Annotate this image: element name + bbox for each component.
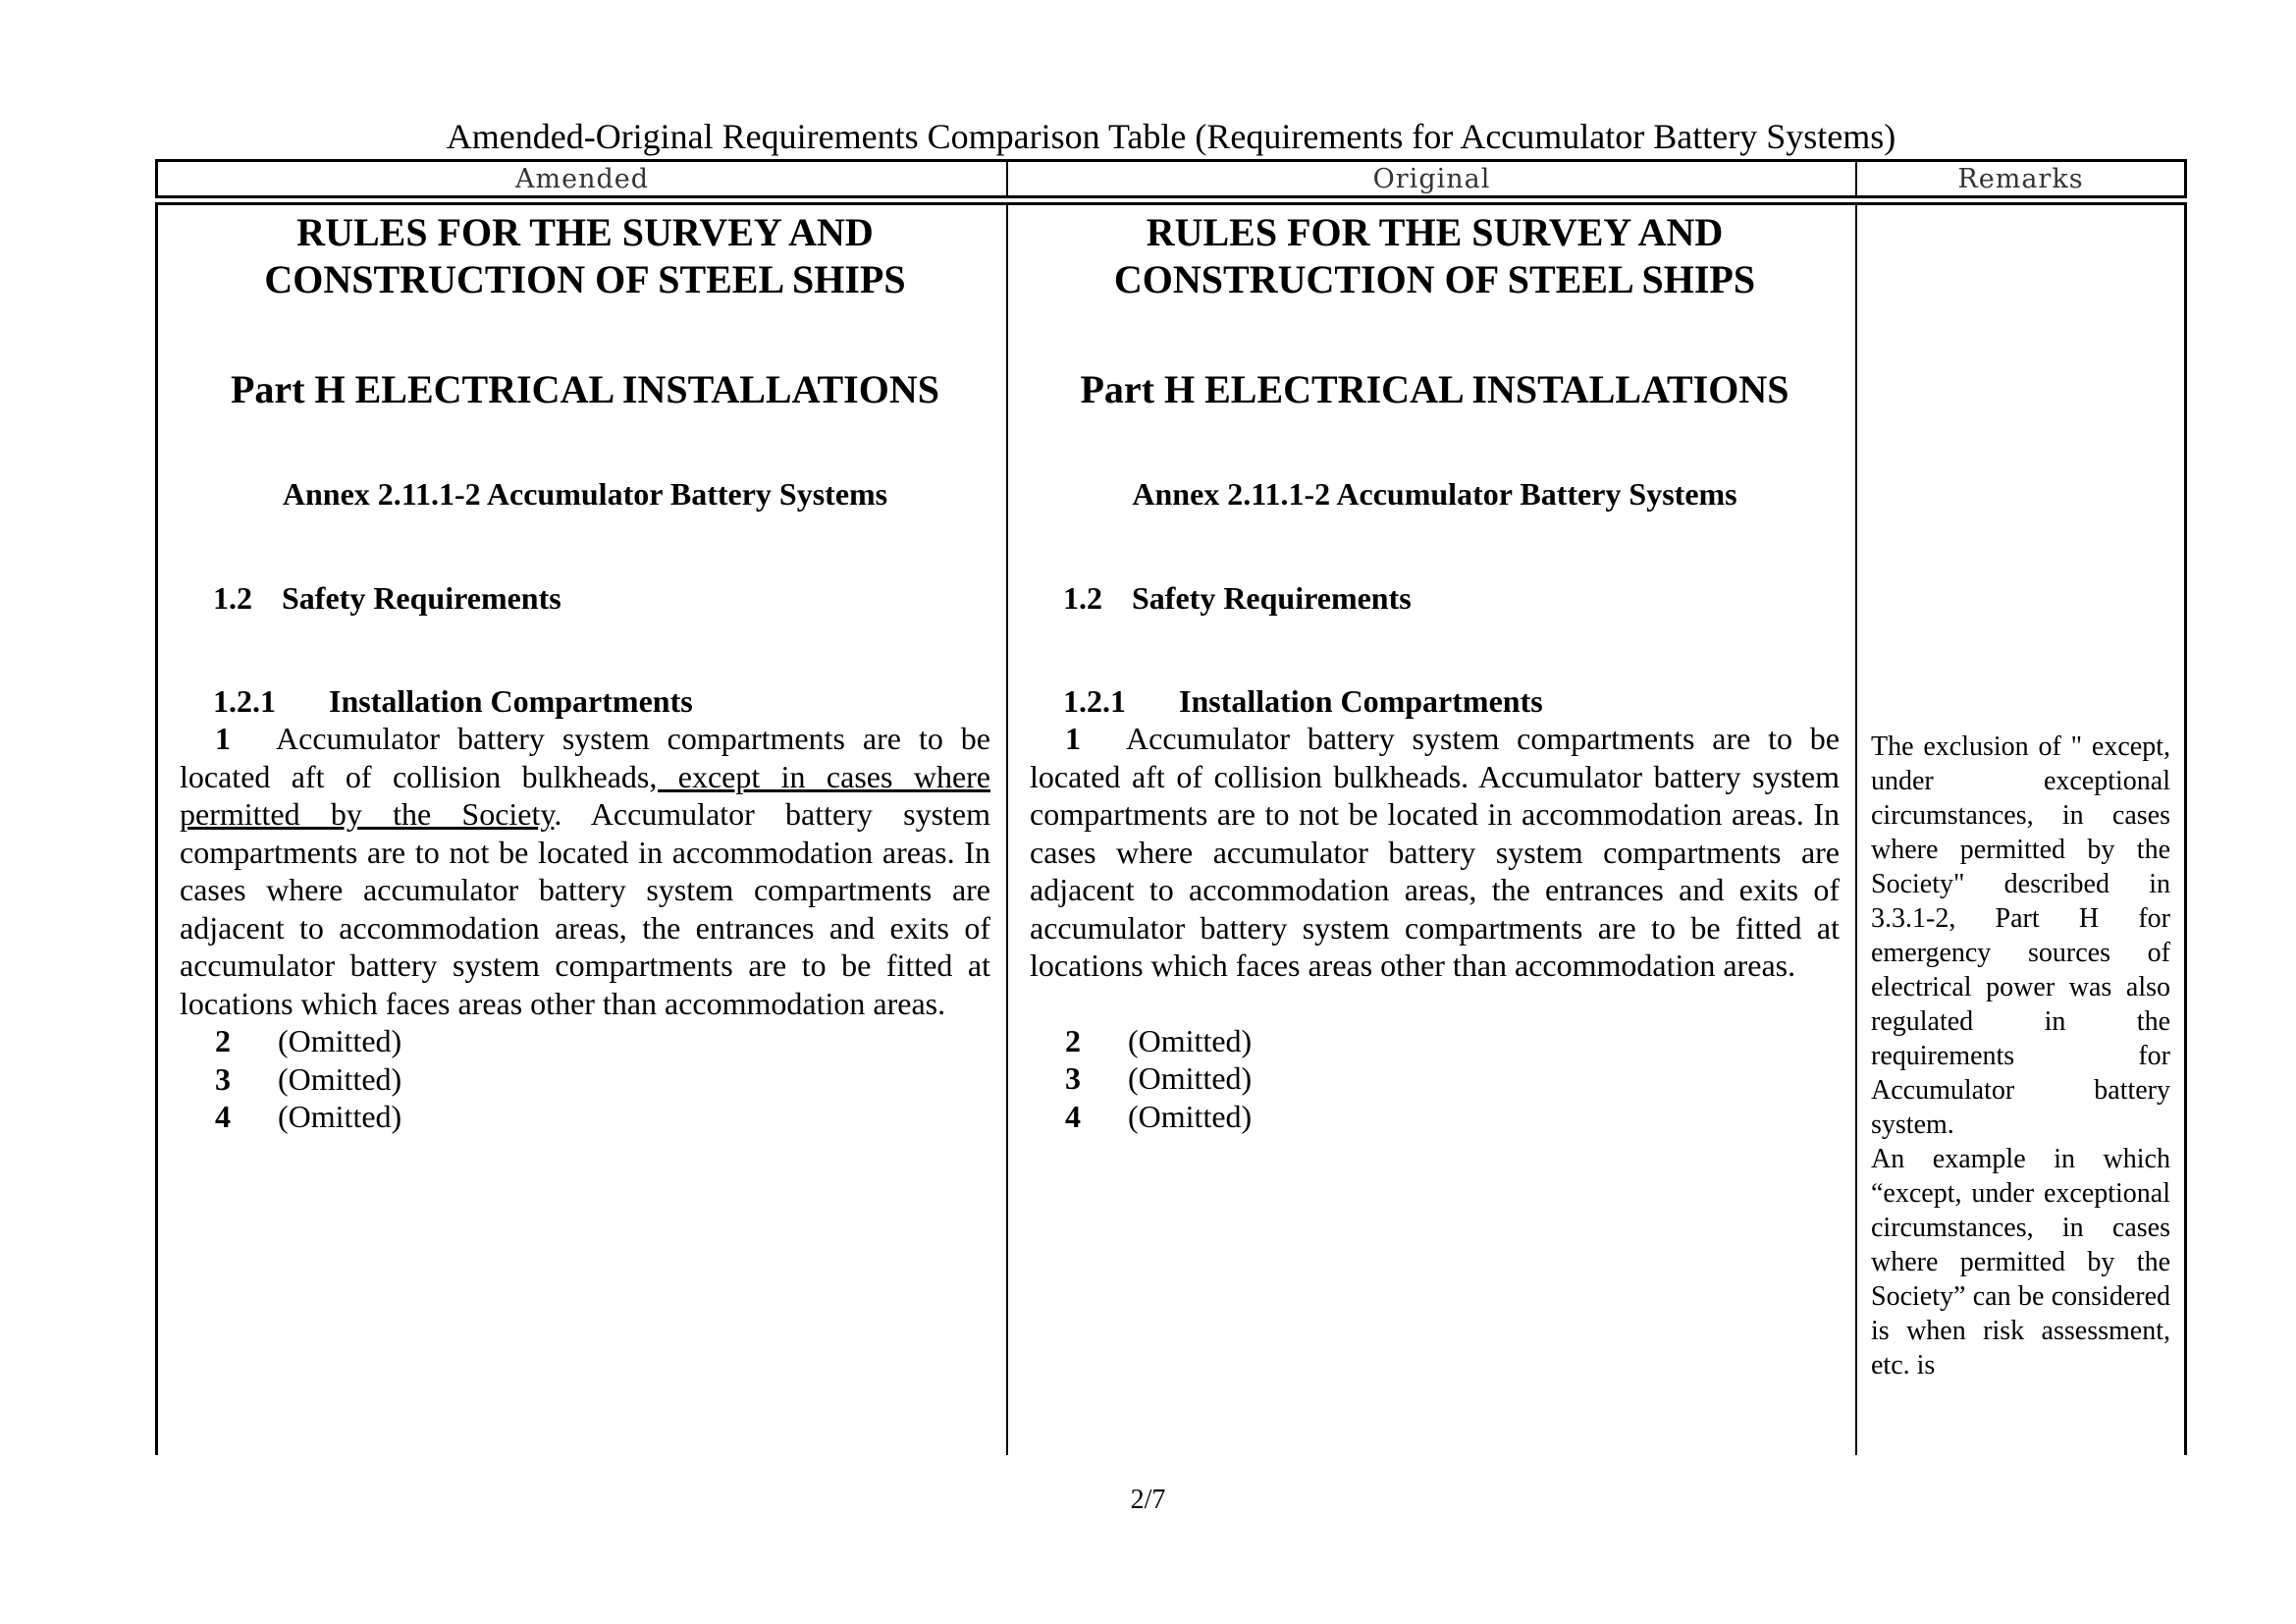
amended-omitted-number: 2 [215,1023,231,1058]
original-subsection-number: 1.2.1 [1063,683,1126,719]
amended-subsection-title: Installation Compartments [329,683,693,719]
amended-paragraph-1-amendment: , except in cases where permitted by the Society [180,758,990,832]
remarks-column [1857,205,2184,1455]
amended-rules-title-line1: RULES FOR THE SURVEY AND [296,210,874,254]
original-omitted-number: 2 [1065,1022,1081,1058]
comparison-table-body [155,202,2187,1455]
amended-paragraph-1 [180,720,990,1022]
amended-part-title: Part H ELECTRICAL INSTALLATIONS [231,367,939,411]
amended-omitted-item [180,1022,990,1060]
original-omitted-item [1030,1059,1840,1098]
original-omitted-item [1030,1022,1840,1060]
column-header-remarks: Remarks [1957,163,2084,194]
amended-paragraph-1-text-b: . Accumulator battery system compartments are to not be located in accommodation areas. In cases where accumulator battery system compartments are adjacent to accommodation areas, the entrances and exits of accumulator battery system compartments are to be fitted at locations which faces areas other than accommodation areas. [180,796,991,1021]
amended-omitted-item [180,1098,990,1136]
amended-annex-title: Annex 2.11.1-2 Accumulator Battery Systems [282,476,888,512]
original-section-number: 1.2 [1063,580,1102,616]
amended-omitted-text: (Omitted) [278,1099,402,1134]
original-subsection-title: Installation Compartments [1179,683,1543,719]
amended-column [158,205,1008,1455]
original-part-title: Part H ELECTRICAL INSTALLATIONS [1080,367,1789,411]
original-rules-title-line2: CONSTRUCTION OF STEEL SHIPS [1113,257,1756,301]
amended-omitted-item [180,1060,990,1099]
column-header-row [155,159,2187,198]
amended-paragraph-1-text-a: Accumulator battery system compartments are to be located aft of collision bulkheads [180,721,990,794]
remarks-text [1871,730,2170,1382]
original-omitted-text: (Omitted) [1128,1098,1253,1134]
remarks-paragraph-1: The exclusion of " except, under exceptional circumstances, in cases where permitted by the Society" described in 3.3.1-2, Part H for emergency sources of electrical power was also regulated in the requirements for Accumulator battery system. [1871,731,2170,1140]
original-section-heading [1030,578,1840,618]
column-header-amended: Amended [158,162,1008,195]
remarks-paragraph-2: An example in which “except, under exceptional circumstances, in cases where permitted by the Society” can be considered is when risk assessment, etc. is [1871,1144,2170,1380]
document-title: Amended-Original Requirements Comparison Table (Requirements for Accumulator Battery Systems) [446,117,1896,156]
original-column [1008,205,1857,1455]
page-number: 2/7 [1130,1485,1166,1515]
spacer [1030,985,1840,1022]
amended-section-title: Safety Requirements [282,580,561,616]
amended-subsection-number: 1.2.1 [213,683,276,719]
original-omitted-number: 4 [1065,1098,1081,1134]
column-header-original: Original [1008,162,1857,195]
amended-rules-title [180,209,990,303]
original-paragraph-1-text: Accumulator battery system compartments are to be located aft of collision bulkheads. Accumulator battery system compartments are to not be located in accommodation areas. In cases where accumulator battery system compartments are adjacent to accommodation areas, the entrances and exits of accumulator battery system compartments are to be fitted at locations which faces areas other than accommodation areas. [1030,721,1840,983]
original-omitted-item [1030,1098,1840,1136]
amended-subsection-heading [180,682,990,720]
original-omitted-text: (Omitted) [1128,1060,1253,1096]
original-rules-title [1030,209,1840,303]
original-subsection-heading [1030,682,1840,720]
amended-omitted-number: 4 [215,1099,231,1134]
amended-section-number: 1.2 [213,580,252,616]
amended-paragraph-1-number: 1 [215,721,231,756]
amended-section-heading [180,578,990,618]
amended-omitted-text: (Omitted) [278,1023,402,1058]
amended-omitted-number: 3 [215,1060,231,1097]
amended-rules-title-line2: CONSTRUCTION OF STEEL SHIPS [264,257,906,301]
original-paragraph-1-number: 1 [1065,721,1081,756]
original-omitted-text: (Omitted) [1128,1022,1253,1058]
original-annex-title: Annex 2.11.1-2 Accumulator Battery Systems [1132,476,1737,512]
amended-omitted-text: (Omitted) [278,1060,402,1097]
original-section-title: Safety Requirements [1132,580,1412,616]
original-rules-title-line1: RULES FOR THE SURVEY AND [1146,210,1724,254]
original-omitted-number: 3 [1065,1060,1081,1096]
original-paragraph-1 [1030,720,1840,985]
